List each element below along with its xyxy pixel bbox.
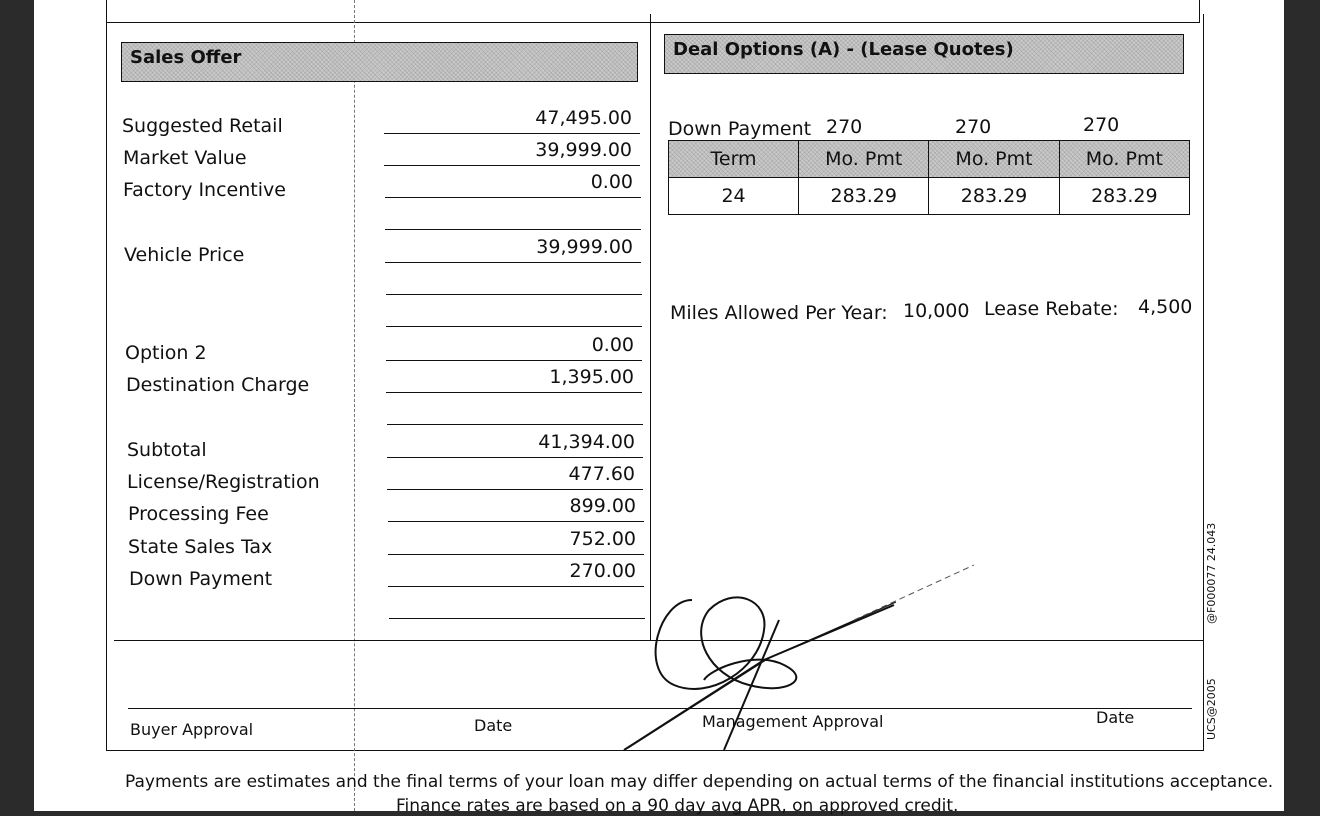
lease-quote-table: [668, 140, 1190, 215]
lease-table-header-row: [669, 141, 1190, 178]
sales-offer-row-label: State Sales Tax: [128, 536, 273, 558]
sales-offer-row-label: Option 2: [125, 342, 207, 364]
sales-offer-underline: [389, 618, 645, 619]
sales-offer-row-value: 270.00: [569, 560, 636, 582]
col-mo-pmt-header-3: Mo. Pmt: [1059, 141, 1189, 178]
sales-offer-row-value: 39,999.00: [536, 236, 633, 258]
miles-allowed-label: Miles Allowed Per Year:: [670, 302, 888, 324]
sales-offer-row-label: Subtotal: [127, 439, 207, 461]
copyright-vertical: UCS@2005: [1205, 678, 1218, 740]
lease-rebate-label: Lease Rebate:: [984, 298, 1119, 320]
sales-offer-row-value: 0.00: [590, 171, 633, 193]
management-signature: [614, 560, 974, 760]
sales-offer-row-label: Down Payment: [129, 568, 273, 590]
sales-offer-underline: [386, 326, 642, 327]
col-mo-pmt-header-1: Mo. Pmt: [799, 141, 929, 178]
mo-pmt-cell-2: 283.29: [929, 178, 1059, 215]
sales-offer-underline: [387, 424, 643, 425]
lease-table-row: [669, 178, 1190, 215]
buyer-approval-label: Buyer Approval: [130, 720, 254, 739]
sales-offer-row-label: Processing Fee: [128, 503, 269, 525]
sales-offer-row-value: 477.60: [568, 463, 635, 485]
form-code-vertical: @F000077 24.043: [1205, 522, 1218, 624]
sales-offer-underline: [385, 197, 641, 198]
sales-offer-row-value: 39,999.00: [535, 139, 632, 161]
deal-options-header: [664, 34, 1184, 74]
sales-offer-title: Sales Offer: [130, 47, 242, 68]
sales-offer-underline: [386, 360, 642, 361]
sales-offer-header: [121, 42, 638, 82]
sales-offer-underline: [388, 521, 644, 522]
sales-offer-row-value: 41,394.00: [538, 431, 635, 453]
sales-offer-row-value: 899.00: [569, 495, 636, 517]
sales-offer-row-value: 752.00: [569, 528, 636, 550]
sales-offer-row-label: Suggested Retail: [122, 115, 283, 137]
sales-offer-underline: [384, 165, 640, 166]
sales-offer-underline: [386, 392, 642, 393]
mo-pmt-cell-1: 283.29: [799, 178, 929, 215]
lease-down-payment-1: 270: [826, 116, 863, 138]
panel-divider: [650, 14, 651, 640]
col-mo-pmt-header-2: Mo. Pmt: [929, 141, 1059, 178]
management-date-label: Date: [1096, 708, 1135, 727]
footer-disclaimer-line1: Payments are estimates and the final terms of your loan may differ depending on actual terms of the financial institutions acceptance.: [125, 772, 1274, 792]
sales-offer-row-label: Factory Incentive: [123, 179, 286, 201]
sales-offer-underline: [385, 262, 641, 263]
sales-offer-row-value: 0.00: [591, 334, 634, 356]
sales-offer-row-label: Vehicle Price: [124, 244, 245, 266]
sales-offer-underline: [387, 489, 643, 490]
term-cell: 24: [669, 178, 799, 215]
sales-offer-underline: [384, 133, 640, 134]
document-page: [34, 0, 1284, 816]
fold-line: [354, 0, 355, 811]
sales-offer-underline: [387, 457, 643, 458]
buyer-date-label: Date: [474, 716, 513, 735]
sales-offer-row-label: License/Registration: [127, 471, 320, 493]
sales-offer-underline: [385, 229, 641, 230]
sales-offer-row-value: 1,395.00: [549, 366, 634, 388]
lease-down-payment-3: 270: [1083, 114, 1120, 136]
sales-offer-row-label: Destination Charge: [126, 374, 310, 396]
lease-down-payment-label: Down Payment: [668, 118, 812, 140]
miles-allowed-value: 10,000: [903, 300, 970, 322]
sales-offer-row-value: 47,495.00: [535, 107, 632, 129]
sales-offer-row-label: Market Value: [123, 147, 247, 169]
lease-rebate-value: 4,500: [1138, 296, 1193, 318]
deal-options-title: Deal Options (A) - (Lease Quotes): [673, 39, 1014, 60]
col-term-header: Term: [669, 141, 799, 178]
footer-disclaimer-line2: Finance rates are based on a 90 day avg APR, on approved credit.: [396, 796, 959, 816]
lease-down-payment-2: 270: [955, 116, 992, 138]
sales-offer-underline: [386, 294, 642, 295]
sales-offer-underline: [388, 554, 644, 555]
management-approval-label: Management Approval: [702, 712, 884, 731]
sales-offer-underline: [388, 586, 644, 587]
mo-pmt-cell-3: 283.29: [1059, 178, 1189, 215]
